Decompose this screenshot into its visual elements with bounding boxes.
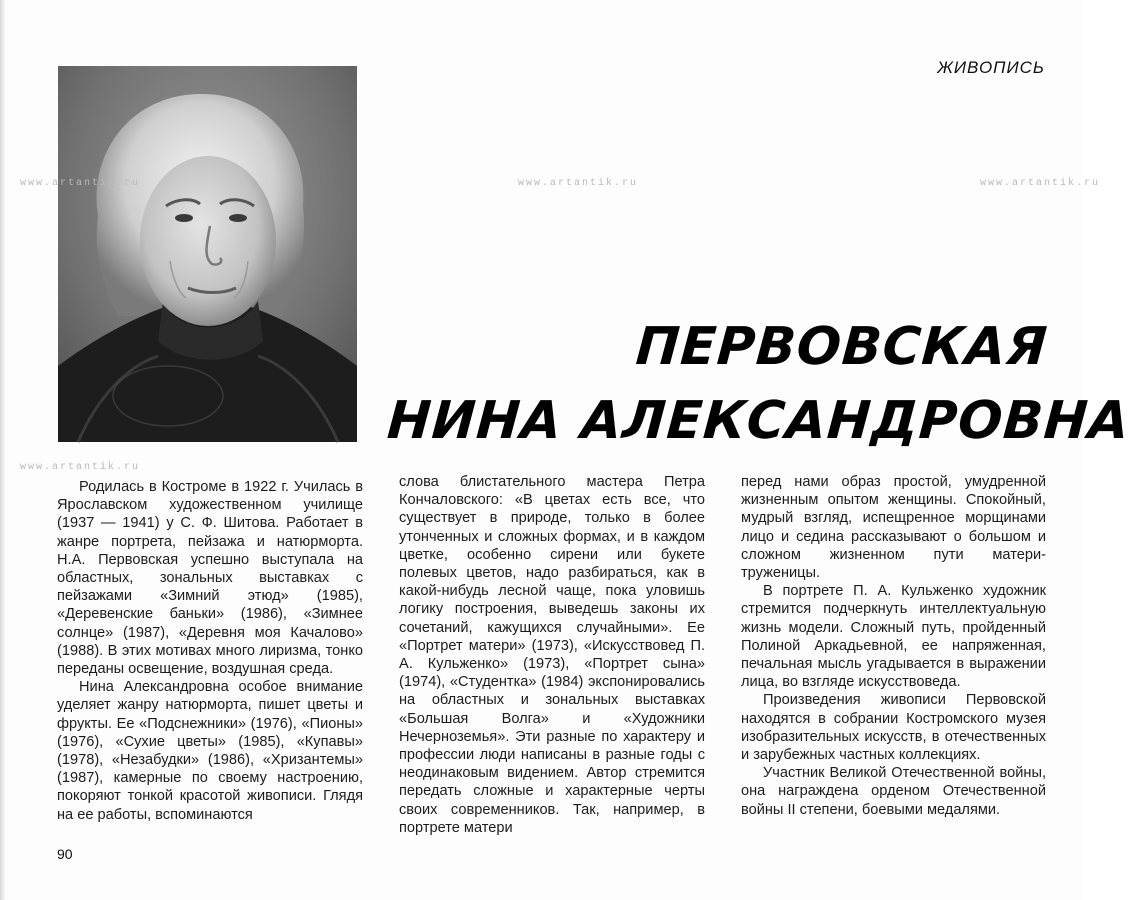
title-line-surname: ПЕРВОВСКАЯ: [633, 317, 1050, 377]
article-title: [385, 310, 1132, 458]
paragraph: Участник Великой Отечественной войны, она награждена орденом Отечественной войны II степени, боевыми медалями.: [741, 765, 1046, 818]
watermark-text: www.artantik.ru: [518, 178, 639, 189]
section-label: ЖИВОПИСЬ: [937, 58, 1045, 77]
watermark-text: www.artantik.ru: [980, 178, 1101, 189]
paragraph: Произведения живописи Первовской находятся в собрании Костромского музея изобразительных искусств, в отечественных и зарубежных частных коллекциях.: [741, 692, 1046, 764]
portrait-photo: [58, 66, 357, 442]
paragraph: слова блистательного мастера Петра Кончаловского: «В цветах есть все, что существует в природе, только в более утонченных и сложных формах, и в каждом цветке, особенно сирени или букете полевых цветов, надо разбираться, как в какой-нибудь лесной чаще, пока уловишь логику построения, выведешь законы их сочетаний, кажущихся случайными». Ее «Портрет матери» (1973), «Искусствовед П. А. Кульженко» (1973), «Портрет сына» (1974), «Студентка» (1984) экспонировались на областных и зональных выставках «Большая Волга» и «Художники Нечерноземья». Эти разные по характеру и профессии люди написаны в разные годы с неодинаковым видением. Автор стремится передать сложные и характерные черты своих современников. Так, например, в портрете матери: [399, 474, 705, 836]
paragraph: Родилась в Костроме в 1922 г. Училась в Ярославском художественном училище (1937 — 1941) у С. Ф. Шитова. Работает в жанре портрета, пейзажа и натюрморта. Н.А. Первовская успешно выступала на областных, зональных выставках с пейзажами «Зимний этюд» (1985), «Деревенские баньки» (1986), «Зимнее солнце» (1987), «Деревня моя Качалово» (1988). В этих мотивах много лиризма, тонко переданы освещение, воздушная среда.: [57, 479, 363, 678]
page-edge-shadow: [0, 0, 6, 900]
portrait-illustration: [58, 66, 357, 442]
title-line-name: НИНА АЛЕКСАНДРОВНА: [385, 391, 1132, 451]
watermark-text: www.artantik.ru: [20, 462, 141, 473]
paragraph: Нина Александровна особое внимание уделяет жанру натюрморта, пишет цветы и фрукты. Ее «Подснежники» (1976), «Пионы» (1976), «Сухие цветы» (1985), «Купавы» (1978), «Незабудки» (1986), «Хризантемы» (1987), камерные по своему настроению, покоряют тонкой красотой живописи. Глядя на ее работы, вспоминаются: [57, 679, 363, 823]
paragraph: перед нами образ простой, умудренной жизненным опытом женщины. Спокойный, мудрый взгляд, испещренное морщинами лицо и седина рассказывают о большом и сложном жизненном пути матери-труженицы.: [741, 474, 1046, 582]
text-column-2: [399, 473, 705, 837]
paragraph: В портрете П. А. Кульженко художник стремится подчеркнуть интеллектуальную жизнь модели. Сложный путь, пройденный Полиной Аркадьевной, ее напряженная, печальная мысль угадывается в выражении лица, во взгляде искусствоведа.: [741, 583, 1046, 691]
page-number: 90: [57, 846, 73, 862]
text-column-3: [741, 473, 1046, 819]
text-column-1: [57, 478, 363, 824]
watermark-text: www.artantik.ru: [20, 178, 141, 189]
